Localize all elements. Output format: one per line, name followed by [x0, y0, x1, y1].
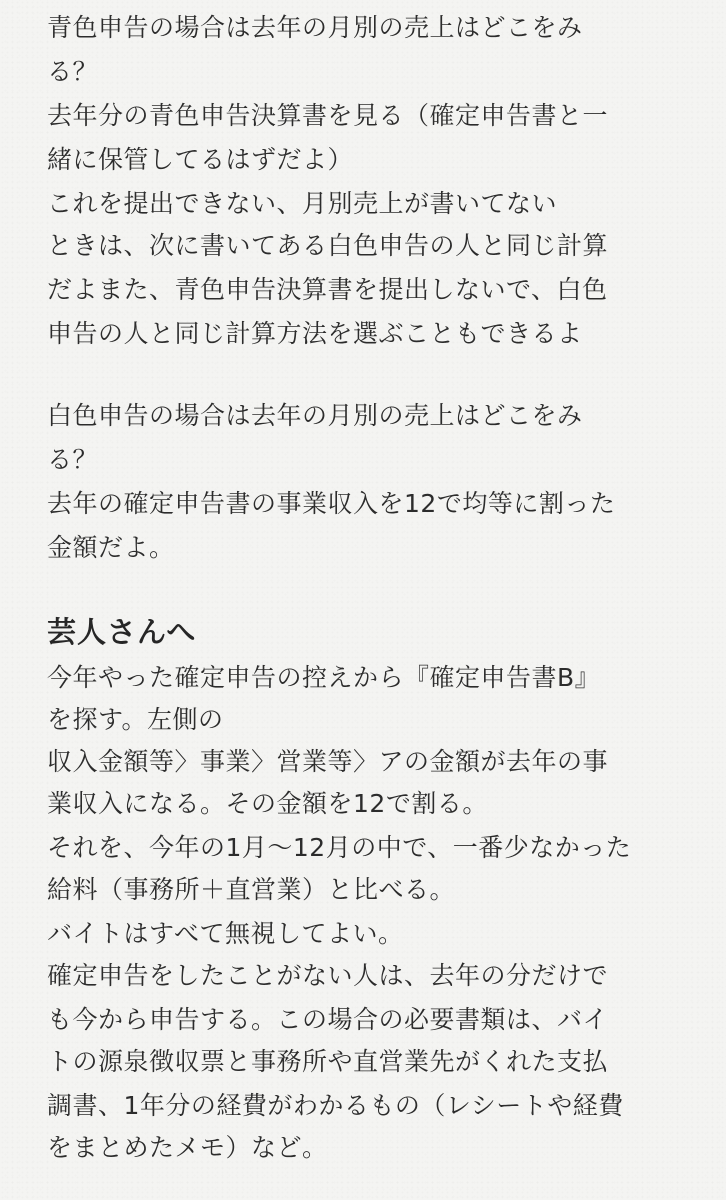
- text-line: 青色申告の場合は去年の月別の売上はどこをみ: [47, 13, 583, 42]
- text-line: る？: [47, 445, 99, 474]
- text-line: だよまた、青色申告決算書を提出しないで、白色: [47, 275, 608, 304]
- text-line: 白色申告の場合は去年の月別の売上はどこをみ: [47, 401, 583, 430]
- text-line: 申告の人と同じ計算方法を選ぶこともできるよ: [47, 319, 583, 348]
- text-line: も今から申告する。この場合の必要書類は、バイ: [47, 1005, 609, 1034]
- text-line: 去年の確定申告書の事業収入を12で均等に割った: [47, 489, 616, 518]
- text-line: 調書、1年分の経費がわかるもの（レシートや経費: [47, 1091, 624, 1120]
- text-line: 今年やった確定申告の控えから『確定申告書B』: [47, 663, 601, 692]
- text-line: バイトはすべて無視してよい。: [47, 919, 404, 948]
- text-line: 去年分の青色申告決算書を見る（確定申告書と一: [47, 101, 609, 130]
- text-line: それを、今年の1月〜12月の中で、一番少なかった: [47, 833, 632, 862]
- text-line: 給料（事務所＋直営業）と比べる。: [47, 875, 456, 904]
- text-line: ときは、次に書いてある白色申告の人と同じ計算: [47, 231, 609, 260]
- text-line: る？: [47, 57, 99, 86]
- text-line: 業収入になる。その金額を12で割る。: [47, 789, 488, 818]
- text-line: をまとめたメモ）など。: [47, 1133, 328, 1162]
- text-line: 確定申告をしたことがない人は、去年の分だけで: [47, 961, 609, 990]
- text-line: 緒に保管してるはずだよ）: [47, 145, 354, 174]
- section-heading: 芸人さんへ: [47, 615, 197, 649]
- text-line: これを提出できない、月別売上が書いてない: [47, 189, 558, 218]
- text-line: トの源泉徴収票と事務所や直営業先がくれた支払: [47, 1047, 609, 1076]
- text-line: を探す。左側の: [47, 705, 224, 734]
- text-line: 金額だよ。: [47, 533, 175, 562]
- text-line: 収入金額等〉事業〉営業等〉アの金額が去年の事: [47, 747, 609, 776]
